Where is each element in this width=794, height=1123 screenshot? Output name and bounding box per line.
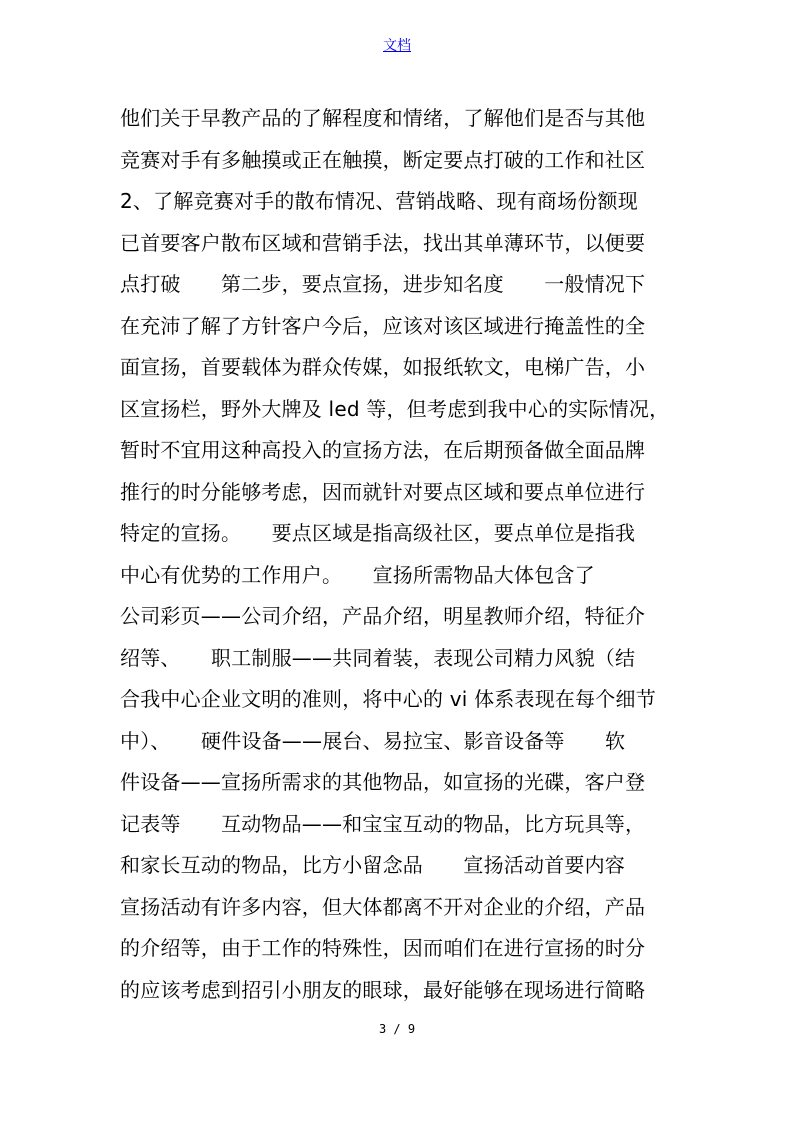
body-line: 竞赛对手有多触摸或正在触摸，断定要点打破的工作和社区: [120, 147, 646, 172]
body-line: 他们关于早教产品的了解程度和情绪，了解他们是否与其他: [120, 106, 646, 130]
body-line: 公司彩页——公司介绍，产品介绍，明星教师介绍，特征介: [120, 604, 646, 628]
body-line: 绍等、 职工制服——共同着装，表现公司精力风貌（结: [120, 645, 636, 670]
body-line: 合我中心企业文明的准则，将中心的 vi 体系表现在每个细节: [120, 687, 656, 711]
body-line: 点打破 第二步，要点宣扬，进步知名度 一般情况下: [120, 272, 646, 296]
header-document-link[interactable]: 文档: [383, 38, 411, 54]
body-line: 中心有优势的工作用户。 宣扬所需物品大体包含了: [120, 562, 595, 587]
body-line: 件设备——宣扬所需求的其他物品，如宣扬的光碟，客户登: [120, 770, 646, 794]
body-line: 的应该考虑到招引小朋友的眼球，最好能够在现场进行简略: [120, 977, 646, 1002]
body-line: 暂时不宜用这种高投入的宣扬方法，在后期预备做全面品牌: [120, 438, 646, 462]
body-line: 已首要客户散布区域和营销手法，找出其单薄环节，以便要: [120, 230, 646, 255]
body-line: 特定的宣扬。 要点区域是指高级社区，要点单位是指我: [120, 521, 636, 545]
body-text: [120, 98, 690, 1011]
body-line: 记表等 互动物品——和宝宝互动的物品，比方玩具等，: [120, 811, 646, 836]
body-line: 区宣扬栏，野外大牌及 led 等，但考虑到我中心的实际情况，: [120, 396, 670, 421]
page-number: 3 / 9: [378, 1022, 416, 1036]
body-line: 和家长互动的物品，比方小留念品 宣扬活动首要内容: [120, 853, 625, 877]
body-line: 的介绍等，由于工作的特殊性，因而咱们在进行宣扬的时分: [120, 936, 646, 960]
body-line: 面宣扬，首要载体为群众传媒，如报纸软文，电梯广告，小: [120, 355, 646, 379]
body-line: 宣扬活动有许多内容，但大体都离不开对企业的介绍，产品: [120, 894, 646, 919]
body-line: 2、了解竞赛对手的散布情况、营销战略、现有商场份额现: [120, 189, 638, 213]
body-line: 推行的时分能够考虑，因而就针对要点区域和要点单位进行: [120, 479, 646, 504]
body-line: 在充沛了解了方针客户今后，应该对该区域进行掩盖性的全: [120, 313, 646, 338]
body-line: 中）、 硬件设备——展台、易拉宝、影音设备等 软: [120, 728, 626, 753]
